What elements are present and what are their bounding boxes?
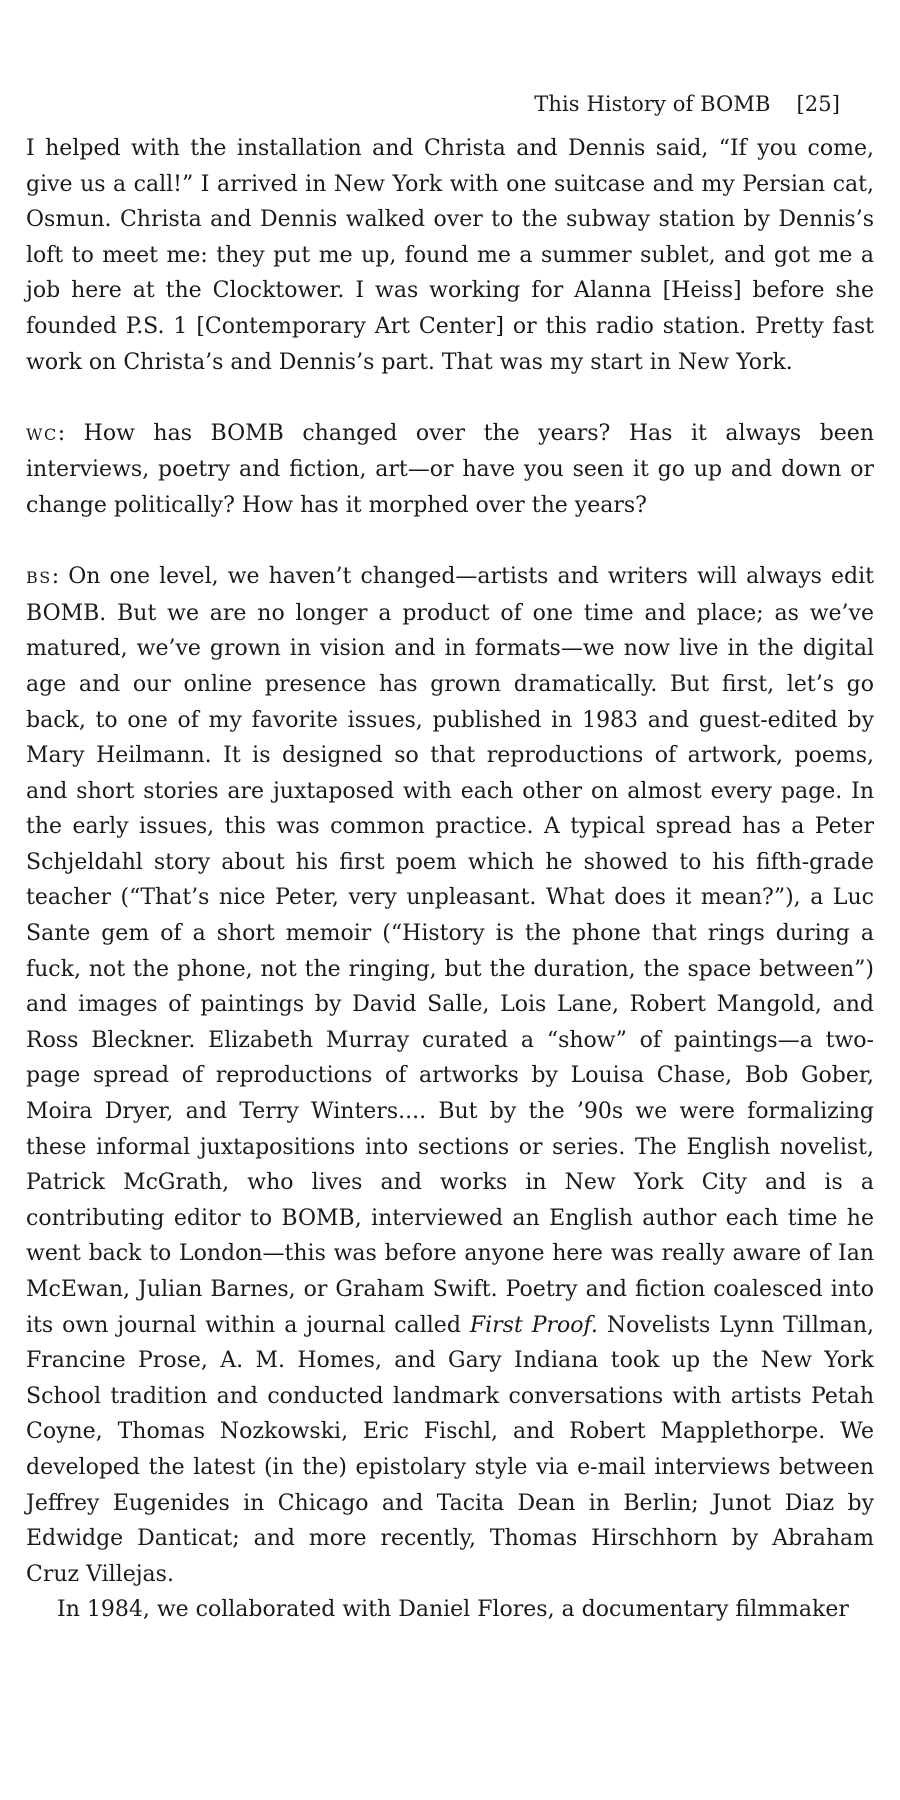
- running-head: [534, 92, 840, 116]
- paragraph-bs-answer: BS: On one level, we haven’t changed—artists and writers will always edit BOMB. But we are no longer a product of one time and place; as we’ve matured, we’ve grown in vision and in formats—we now live in the digital age and our online presence has grown dramatically. But first, let’s go back, to one of my favorite issues, published in 1983 and guest-edited by Mary Heilmann. It is designed so that reproductions of artwork, poems, and short stories are juxtaposed with each other on almost every page. In the early issues, this was common practice. A typical spread has a Peter Schjeldahl story about his first poem which he showed to his fifth-grade teacher (“That’s nice Peter, very unpleasant. What does it mean?”), a Luc Sante gem of a short memoir (“History is the phone that rings during a fuck, not the phone, not the ringing, but the duration, the space between”) and images of paintings by David Salle, Lois Lane, Robert Mangold, and Ross Bleckner. Elizabeth Murray curated a “show” of paintings—a two-page spread of reproductions of artworks by Louisa Chase, Bob Gober, Moira Dryer, and Terry Winters.... But by the ’90s we were formalizing these informal juxtapositions into sections or series. The English novelist, Patrick McGrath, who lives and works in New York City and is a contributing editor to BOMB, interviewed an English author each time he went back to London—this was before anyone here was really aware of Ian McEwan, Julian Barnes, or Graham Swift. Poetry and fiction coalesced into its own journal within a journal called First Proof. Novelists Lynn Tillman, Francine Prose, A. M. Homes, and Gary Indiana took up the New York School tradition and conducted landmark conversations with artists Petah Coyne, Thomas Nozkowski, Eric Fischl, and Robert Mapplethorpe. We developed the latest (in the) epistolary style via e-mail interviews between Jeffrey Eugenides in Chicago and Tacita Dean in Berlin; Junot Diaz by Edwidge Danticat; and more recently, Thomas Hirschhorn by Abraham Cruz Villejas.: [26, 564, 875, 1587]
- question-text: How has BOMB changed over the years? Has it always been interviews, poetry and fiction, art—or have you seen it go up and down or change politically? How has it morphed over the years?: [26, 420, 874, 518]
- journal-title: First Proof.: [469, 1312, 598, 1338]
- paragraph-1: I helped with the installation and Christa and Dennis said, “If you come, give us a call!” I arrived in New York with one suitcase and my Persian cat, Osmun. Christa and Dennis walked over to the subway station by Dennis’s loft to meet me: they put me up, found me a summer sublet, and got me a job here at the Clocktower. I was working for Alanna [Heiss] before she founded P.S. 1 [Contemporary Art Center] or this radio station. Pretty fast work on Christa’s and Dennis’s part. That was my start in New York.: [26, 136, 874, 375]
- running-head-title: This History of BOMB: [534, 92, 771, 116]
- speaker-label: BS: [26, 568, 52, 588]
- page-number: [25]: [796, 92, 840, 116]
- answer-text-continued: Novelists Lynn Tillman, Francine Prose, A. M. Homes, and Gary Indiana took up the New York School tradition and conducted landmark conversations with artists Petah Coyne, Thomas Nozkowski, Eric Fischl, and Robert Mapplethorpe. We developed the latest (in the) epistolary style via e-mail interviews between Jeffrey Eugenides in Chicago and Tacita Dean in Berlin; Junot Diaz by Edwidge Danticat; and more recently, Thomas Hirschhorn by Abraham Cruz Villejas.: [26, 1312, 875, 1587]
- paragraph-continuation: In 1984, we collaborated with Daniel Flores, a documentary filmmaker: [57, 1597, 849, 1623]
- speaker-label: WC: [26, 424, 58, 444]
- answer-text: On one level, we haven’t changed—artists and writers will always edit BOMB. But we are no longer a product of one time and place; as we’ve matured, we’ve grown in vision and in formats—we now live in the digital age and our online presence has grown dramatically. But first, let’s go back, to one of my favorite issues, published in 1983 and guest-edited by Mary Heilmann. It is designed so that reproductions of artwork, poems, and short stories are juxtaposed with each other on almost every page. In the early issues, this was common practice. A typical spread has a Peter Schjeldahl story about his first poem which he showed to his fifth-grade teacher (“That’s nice Peter, very unpleasant. What does it mean?”), a Luc Sante gem of a short memoir (“History is the phone that rings during a fuck, not the phone, not the ringing, but the duration, the space between”) and images of paintings by David Salle, Lois Lane, Robert Mangold, and Ross Bleckner. Elizabeth Murray curated a “show” of paintings—a two-page spread of reproductions of artworks by Louisa Chase, Bob Gober, Moira Dryer, and Terry Winters.... But by the ’90s we were formalizing these informal juxtapositions into sections or series. The English novelist, Patrick McGrath, who lives and works in New York City and is a contributing editor to BOMB, interviewed an English author each time he went back to London—this was before anyone here was really aware of Ian McEwan, Julian Barnes, or Graham Swift. Poetry and fiction coalesced into its own journal within a journal called: [26, 564, 874, 1338]
- paragraph-wc-question: WC: How has BOMB changed over the years? Has it always been interviews, poetry and fiction, art—or have you seen it go up and down or change politically? How has it morphed over the years?: [26, 420, 874, 518]
- text-body: [26, 131, 874, 1628]
